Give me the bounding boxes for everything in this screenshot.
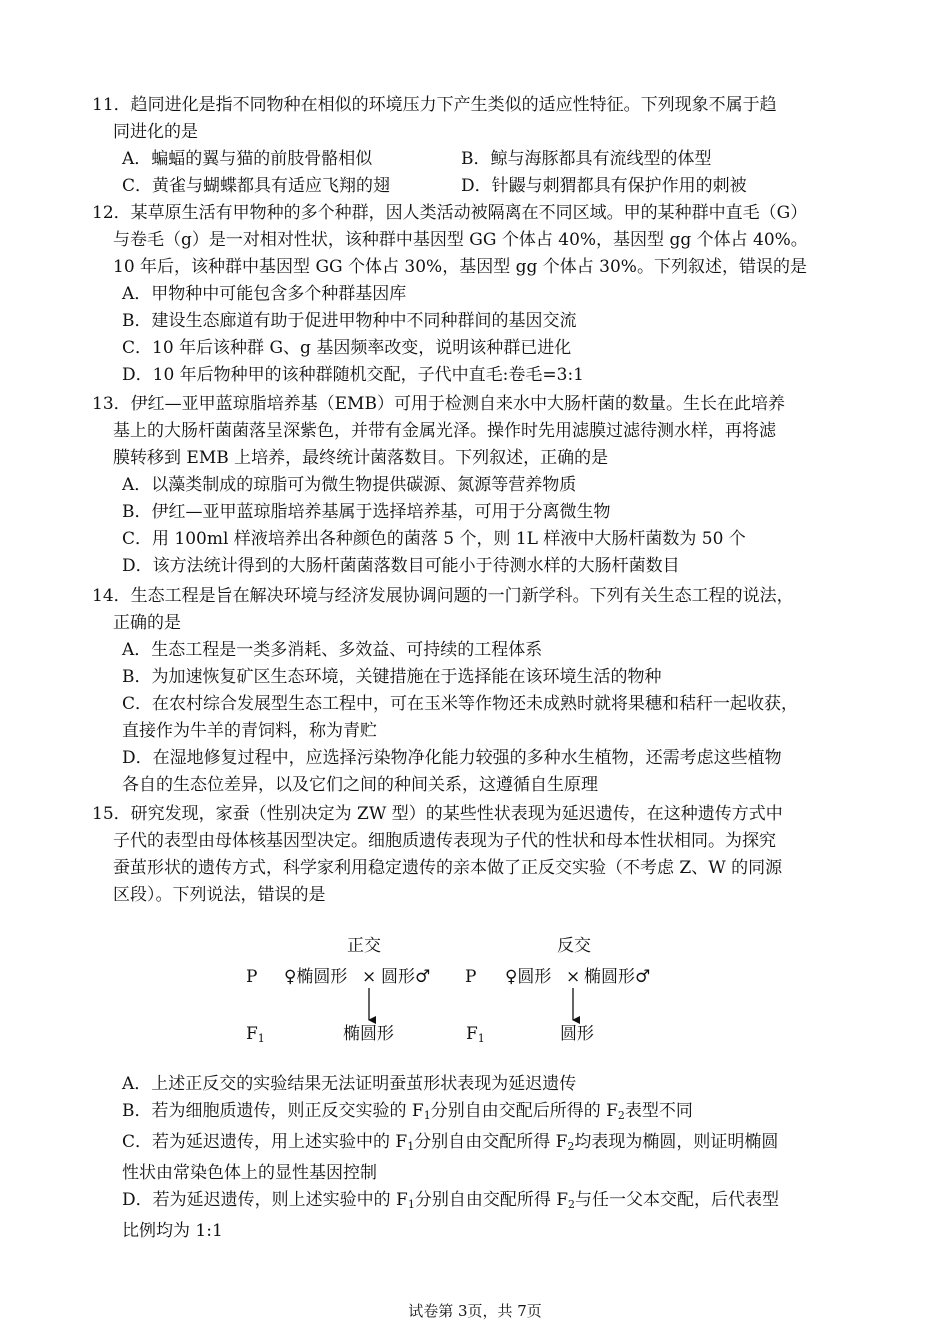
stem-line: 10 年后，该种群中基因型 GG 个体占 30%，基因型 gg 个体占 30%。下列叙述，错误的是 [113,257,807,277]
p-label: P [465,967,477,987]
option-c: C．10 年后该种群 G、g 基因频率改变，说明该种群已进化 [122,338,572,358]
p-label: P [246,967,258,987]
cross-title-forward: 正交 [347,936,381,956]
reciprocal-male-parent: 椭圆形♂ [584,967,651,987]
page-footer: 试卷第 3页，共 7页 [408,1302,542,1320]
stem-line: 15．研究发现，家蚕（性别决定为 ZW 型）的某些性状表现为延迟遗传，在这种遗传方式中 [92,804,783,824]
option-c: C．用 100ml 样液培养出各种颜色的菌落 5 个，则 1L 样液中大肠杆菌数为 50 个 [122,529,746,549]
option-d: D．若为延迟遗传，则上述实验中的 $F_1$分别自由交配所得 $F_2$与任一父本交配，后代表型 [122,1190,780,1211]
cross-symbol: × [566,967,581,987]
question-12 [92,200,867,389]
option-a: A．蝙蝠的翼与猫的前肢骨骼相似 [122,149,373,169]
f1-label: $F_1$ [466,1024,485,1045]
option-c-cont: 性状由常染色体上的显性基因控制 [122,1163,377,1183]
question-15-options [92,1071,867,1245]
option-a: A．上述正反交的实验结果无法证明蚕茧形状表现为延迟遗传 [122,1074,577,1094]
forward-female-parent: ♀椭圆形 [284,967,348,987]
stem-line: 14．生态工程是旨在解决环境与经济发展协调问题的一门新学科。下列有关生态工程的说法， [92,586,794,606]
option-d-cont: 各自的生态位差异，以及它们之间的种间关系，这遵循自生原理 [122,775,598,795]
options-row [92,146,867,173]
option-d: D．10 年后物种甲的该种群随机交配，子代中直毛:卷毛=3:1 [122,365,584,385]
option-b: B．为加速恢复矿区生态环境，关键措施在于选择能在该环境生活的物种 [122,667,662,687]
option-a: A．生态工程是一类多消耗、多效益、可持续的工程体系 [122,640,543,660]
stem-line: 与卷毛（g）是一对相对性状，该种群中基因型 GG 个体占 40%，基因型 gg 个体占 40%。 [113,230,808,250]
option-d: D．该方法统计得到的大肠杆菌菌落数目可能小于待测水样的大肠杆菌数目 [122,556,680,576]
question-13 [92,391,867,580]
option-d: D．在湿地修复过程中，应选择污染物净化能力较强的多种水生植物，还需考虑这些植物 [122,748,782,768]
option-c: C．若为延迟遗传，用上述实验中的 $F_1$分别自由交配所得 $F_2$均表现为椭圆，则证明椭圆 [122,1132,779,1153]
option-d-cont: 比例均为 1:1 [122,1221,223,1241]
cross-symbol: × [362,967,377,987]
forward-f1: 椭圆形 [343,1024,394,1044]
stem-line: 基上的大肠杆菌菌落呈深紫色，并带有金属光泽。操作时先用滤膜过滤待测水样，再将滤 [113,421,776,441]
cross-title-reciprocal: 反交 [557,936,591,956]
question-stem [92,92,867,146]
forward-male-parent: 圆形♂ [381,967,431,987]
option-b: B．鲸与海豚都具有流线型的体型 [461,149,712,169]
question-15 [92,801,867,909]
stem-line: 膜转移到 EMB 上培养，最终统计菌落数目。下列叙述，正确的是 [113,448,609,468]
reciprocal-female-parent: ♀圆形 [505,967,552,987]
stem-line: 13．伊红—亚甲蓝琼脂培养基（EMB）可用于检测自来水中大肠杆菌的数量。生长在此培养 [92,394,785,414]
option-a: A．以藻类制成的琼脂可为微生物提供碳源、氮源等营养物质 [122,475,577,495]
question-11 [92,92,867,200]
option-b: B．伊红—亚甲蓝琼脂培养基属于选择培养基，可用于分离微生物 [122,502,611,522]
options-row [92,173,867,200]
option-b: B．建设生态廊道有助于促进甲物种中不同种群间的基因交流 [122,311,577,331]
stem-line: 12．某草原生活有甲物种的多个种群，因人类活动被隔离在不同区域。甲的某种群中直毛（G） [92,203,808,223]
stem-line: 正确的是 [113,613,181,633]
reciprocal-f1: 圆形 [560,1024,594,1044]
stem-line: 蚕茧形状的遗传方式，科学家利用稳定遗传的亲本做了正反交实验（不考虑 Z、W 的同源 [113,858,783,878]
option-d: D．针鼹与刺猬都具有保护作用的刺被 [461,176,747,196]
option-c: C．在农村综合发展型生态工程中，可在玉米等作物还未成熟时就将果穗和秸秆一起收获， [122,694,799,714]
option-c: C．黄雀与蝴蝶都具有适应飞翔的翅 [122,176,391,196]
f1-label: $F_1$ [246,1024,265,1045]
stem-line: 子代的表型由母体核基因型决定。细胞质遗传表现为子代的性状和母本性状相同。为探究 [113,831,776,851]
stem-line: 11．趋同进化是指不同物种在相似的环境压力下产生类似的适应性特征。下列现象不属于趋 [92,95,777,115]
stem-line: 区段）。下列说法，错误的是 [113,885,326,905]
option-c-cont: 直接作为牛羊的青饲料，称为青贮 [122,721,377,741]
question-14 [92,583,867,799]
option-b: B．若为细胞质遗传，则正反交实验的 $F_1$分别自由交配后所得的 $F_2$表型不同 [122,1101,693,1122]
option-a: A．甲物种中可能包含多个种群基因库 [122,284,407,304]
stem-line: 同进化的是 [113,122,198,142]
